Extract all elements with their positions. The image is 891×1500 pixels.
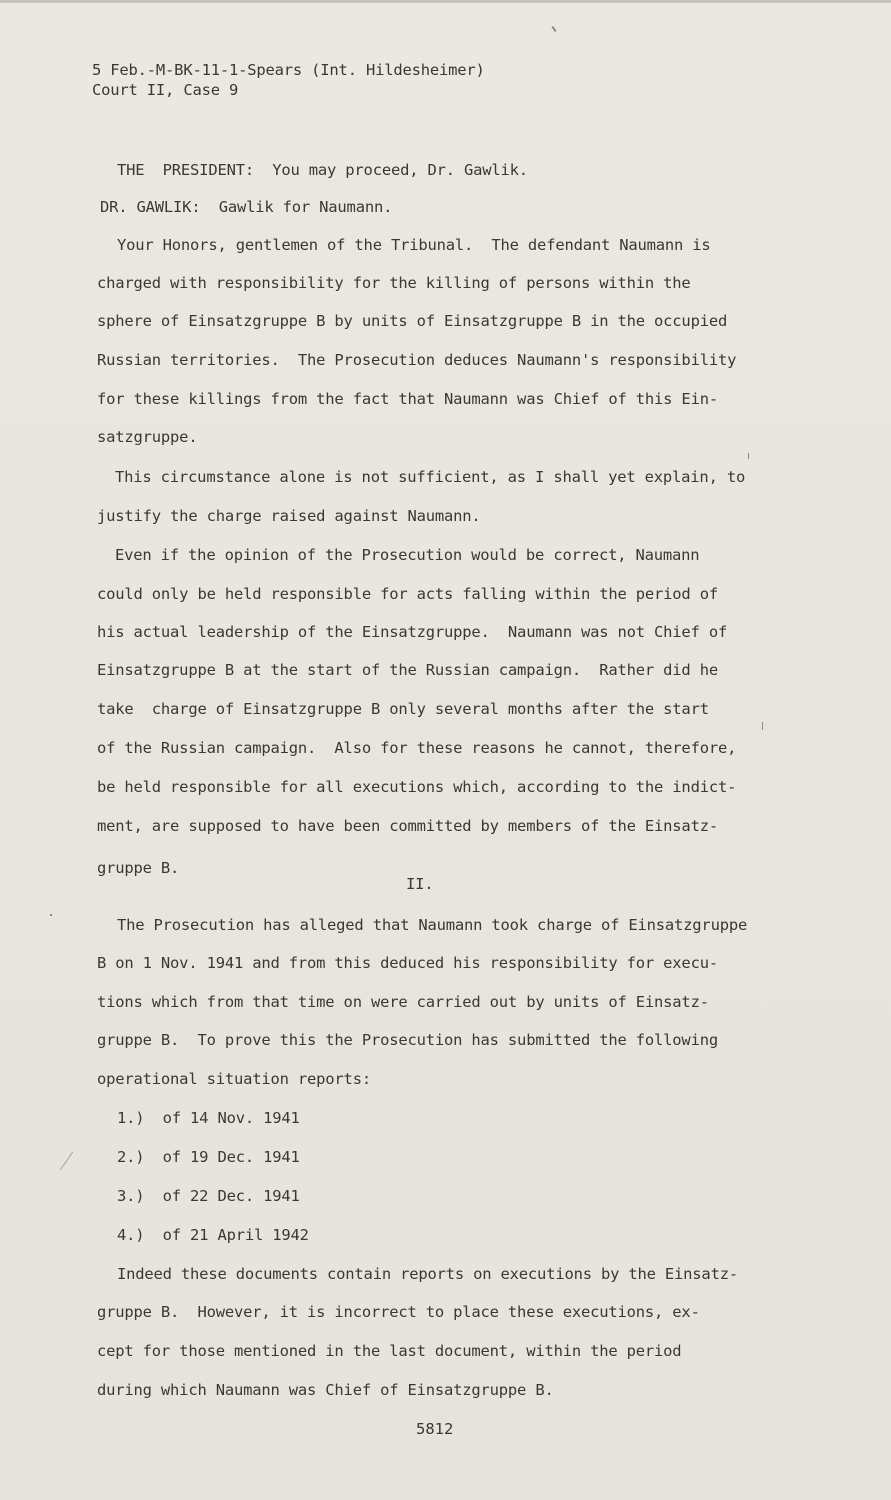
paragraph-1-line: Russian territories. The Prosecution deduces Naumann's responsibility <box>97 351 737 369</box>
paragraph-3-line: Even if the opinion of the Prosecution would be correct, Naumann <box>115 546 700 564</box>
paragraph-5-line: Indeed these documents contain reports on executions by the Einsatz- <box>117 1265 738 1283</box>
paragraph-3-line: Einsatzgruppe B at the start of the Russian campaign. Rather did he <box>97 661 718 679</box>
paragraph-5-line: during which Naumann was Chief of Einsatzgruppe B. <box>97 1381 554 1399</box>
paragraph-5-line: cept for those mentioned in the last document, within the period <box>97 1342 682 1360</box>
paragraph-4-line: gruppe B. To prove this the Prosecution has submitted the following <box>97 1031 718 1049</box>
paragraph-1-line: Your Honors, gentlemen of the Tribunal. The defendant Naumann is <box>117 236 711 254</box>
paragraph-4-line: B on 1 Nov. 1941 and from this deduced his responsibility for execu- <box>97 954 718 972</box>
report-list-item: 4.) of 21 April 1942 <box>117 1226 309 1244</box>
report-list-item: 3.) of 22 Dec. 1941 <box>117 1187 300 1205</box>
paragraph-3-line: could only be held responsible for acts falling within the period of <box>97 585 718 603</box>
gawlik-statement: DR. GAWLIK: Gawlik for Naumann. <box>100 198 393 216</box>
paragraph-1-line: sphere of Einsatzgruppe B by units of Einsatzgruppe B in the occupied <box>97 312 728 330</box>
paragraph-4-line: The Prosecution has alleged that Naumann took charge of Einsatzgruppe <box>117 916 748 934</box>
report-list-item: 1.) of 14 Nov. 1941 <box>117 1109 300 1127</box>
paragraph-4-line: tions which from that time on were carried out by units of Einsatz- <box>97 993 709 1011</box>
paragraph-3-line: be held responsible for all executions which, according to the indict- <box>97 778 737 796</box>
report-list-item: 2.) of 19 Dec. 1941 <box>117 1148 300 1166</box>
paragraph-2-line: This circumstance alone is not sufficient, as I shall yet explain, to <box>115 468 746 486</box>
stray-mark <box>60 1152 73 1171</box>
paragraph-2-line: justify the charge raised against Naumann. <box>97 507 481 525</box>
page-top-edge <box>0 0 891 3</box>
paragraph-1-line: charged with responsibility for the killing of persons within the <box>97 274 691 292</box>
stray-mark <box>748 453 749 459</box>
president-statement: THE PRESIDENT: You may proceed, Dr. Gawlik. <box>117 161 528 179</box>
paragraph-3-line: ment, are supposed to have been committed by members of the Einsatz- <box>97 817 718 835</box>
paragraph-4-line: operational situation reports: <box>97 1070 371 1088</box>
section-heading: II. <box>406 875 434 893</box>
paragraph-3-line: take charge of Einsatzgruppe B only several months after the start <box>97 700 709 718</box>
header-line-2: Court II, Case 9 <box>92 81 239 99</box>
stray-mark <box>50 914 52 916</box>
stray-mark <box>762 722 763 730</box>
paragraph-3-line: of the Russian campaign. Also for these reasons he cannot, therefore, <box>97 739 737 757</box>
header-line-1: 5 Feb.-M-BK-11-1-Spears (Int. Hildesheimer) <box>92 61 485 79</box>
page-number: 5812 <box>416 1420 454 1438</box>
paragraph-3-line: his actual leadership of the Einsatzgruppe. Naumann was not Chief of <box>97 623 728 641</box>
paragraph-1-line: satzgruppe. <box>97 428 198 446</box>
paragraph-3-line: gruppe B. <box>97 859 180 877</box>
stray-mark <box>551 26 556 32</box>
paragraph-5-line: gruppe B. However, it is incorrect to place these executions, ex- <box>97 1303 700 1321</box>
paragraph-1-line: for these killings from the fact that Naumann was Chief of this Ein- <box>97 390 718 408</box>
